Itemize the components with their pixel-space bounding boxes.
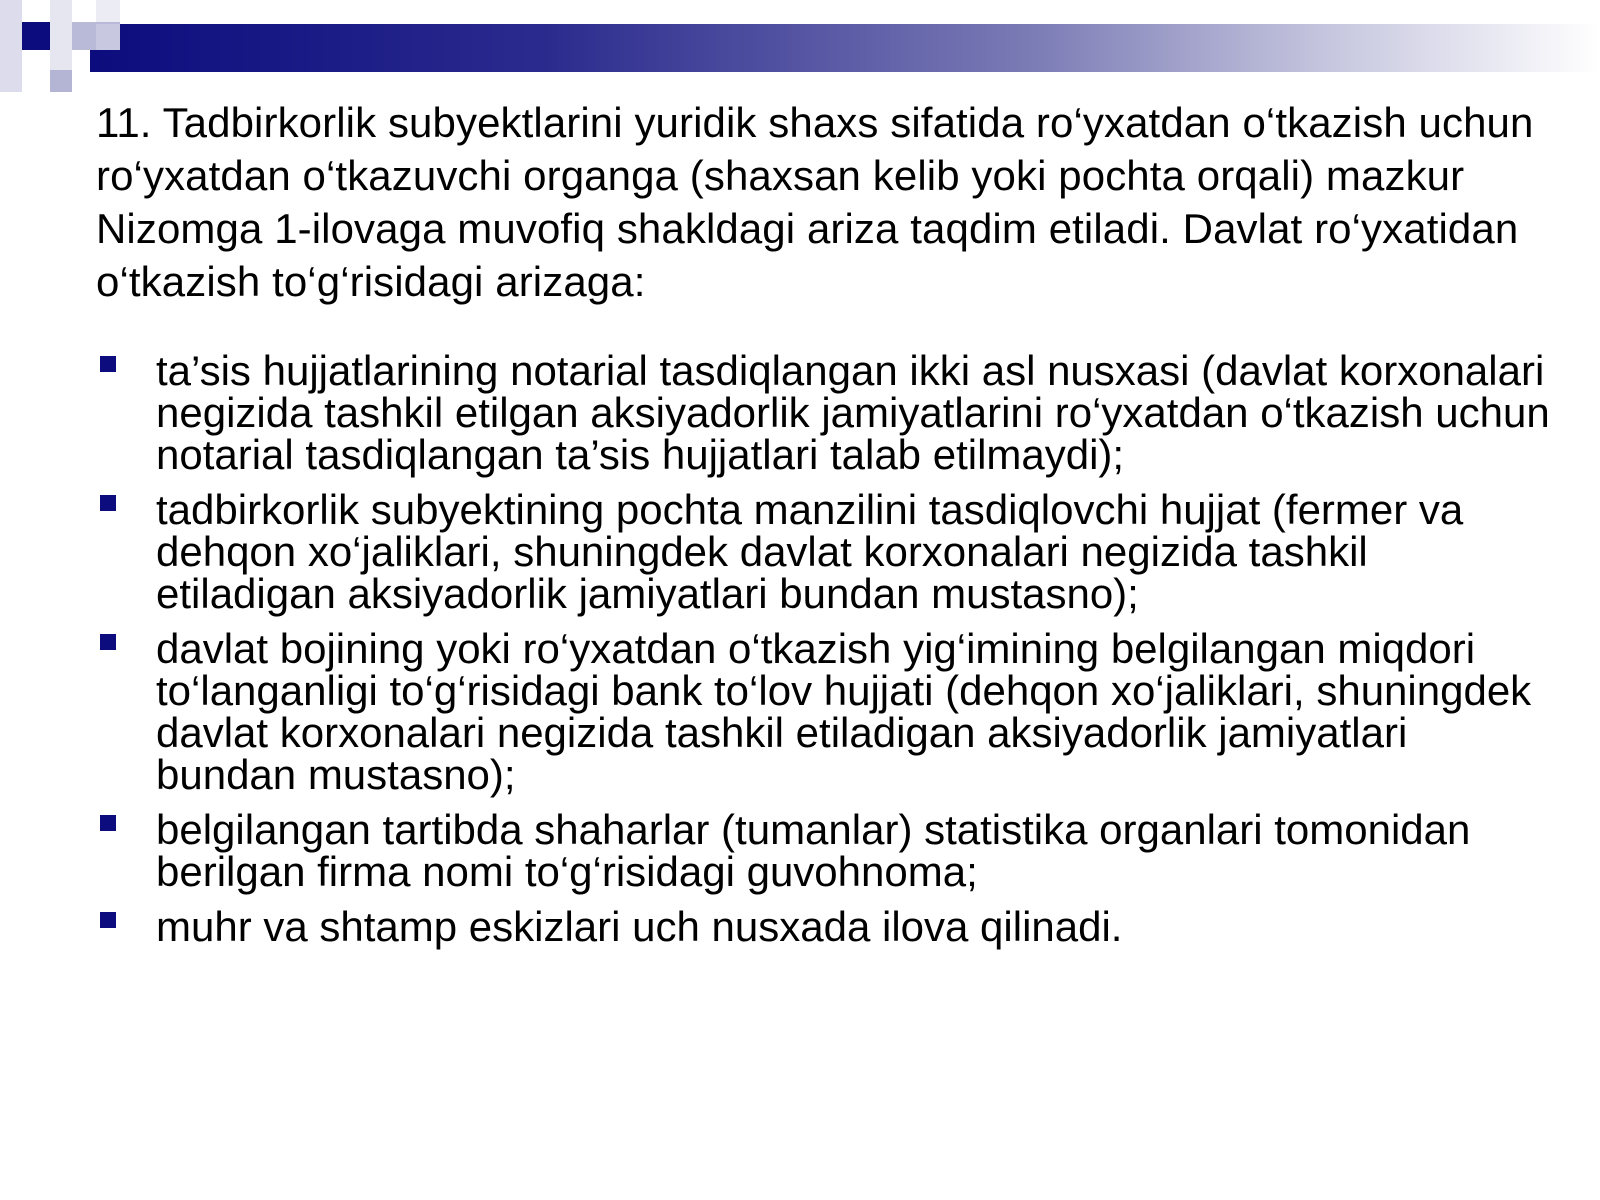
square-bullet-icon — [100, 495, 116, 511]
list-item-text: belgilangan tartibda shaharlar (tumanlar) statistika organlari tomonidan berilgan firma nomi to‘g‘risidagi guvohnoma; — [156, 806, 1471, 895]
list-item — [96, 903, 1556, 950]
list-item — [96, 347, 1556, 478]
list-item — [96, 486, 1556, 617]
header-gradient-bar — [90, 24, 1600, 72]
list-item-text: muhr va shtamp eskizlari uch nusxada ilova qilinadi. — [156, 903, 1123, 950]
square-bullet-icon — [100, 634, 116, 650]
intro-paragraph: 11. Tadbirkorlik subyektlarini yuridik shaxs sifatida ro‘yxatdan o‘tkazish uchun ro‘yxatdan o‘tkazuvchi organga (shaxsan kelib yoki pochta orqali) mazkur Nizomga 1-ilovaga muvofiq shakldagi ariza taqdim etiladi. Davlat ro‘yxatidan o‘tkazish to‘g‘risidagi arizaga: — [96, 99, 1534, 305]
header-decoration-square — [0, 0, 22, 92]
header-decoration-square — [96, 0, 120, 24]
list-item — [96, 625, 1556, 798]
square-bullet-icon — [100, 815, 116, 831]
bullet-list — [96, 347, 1556, 961]
list-item-text: tadbirkorlik subyektining pochta manzilini tasdiqlovchi hujjat (fermer va dehqon xo‘jaliklari, shuningdek davlat korxonalari negizida tashkil etiladigan aksiyadorlik jamiyatlari bundan mustasno); — [156, 486, 1464, 617]
list-item-text: davlat bojining yoki ro‘yxatdan o‘tkazish yig‘imining belgilangan miqdori to‘langanligi to‘g‘risidagi bank to‘lov hujjati (dehqon xo‘jaliklari, shuningdek davlat korxonalari negizida tashkil etiladigan aksiyadorlik jamiyatlari bundan mustasno); — [156, 625, 1532, 798]
square-bullet-icon — [100, 912, 116, 928]
square-bullet-icon — [100, 356, 116, 372]
header-decoration-square — [22, 22, 50, 50]
header-decoration-square — [50, 70, 72, 92]
header-decoration-square — [96, 24, 120, 50]
list-item — [96, 806, 1556, 895]
list-item-text: ta’sis hujjatlarining notarial tasdiqlangan ikki asl nusxasi (davlat korxonalari negizida tashkil etilgan aksiyadorlik jamiyatlarini ro‘yxatdan o‘tkazish uchun notarial tasdiqlangan ta’sis hujjatlari talab etilmaydi); — [156, 347, 1550, 478]
